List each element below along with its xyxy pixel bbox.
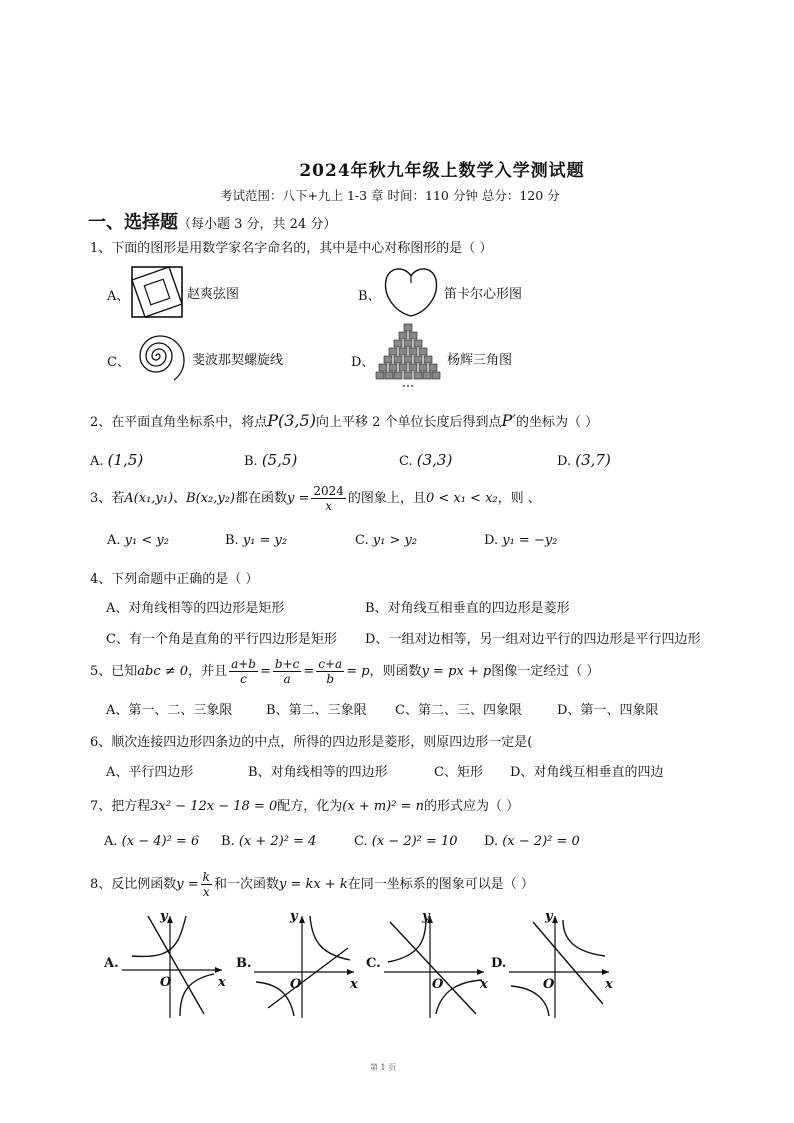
q7-stem-mid: 配方，化为 (277, 799, 343, 814)
q2-option-b-text: (5,5) (261, 451, 298, 469)
q2-option-c-letter: C. (399, 454, 413, 469)
q5-fraction-3 (316, 657, 344, 686)
q6-option-b-text: 对角线相等的四边形 (270, 765, 388, 780)
q3-option-b-letter: B. (225, 533, 239, 548)
question-3-stem (90, 484, 541, 513)
q5-option-d-letter: D、 (557, 703, 581, 718)
q8-option-b-letter: B. (236, 956, 252, 971)
q4-option-c-letter: C、 (106, 632, 129, 647)
q3-points: A(x₁,y₁)、B(x₂,y₂) (124, 491, 235, 506)
x-label: x (480, 977, 488, 992)
page-footer: 第 1 页 (370, 1063, 397, 1072)
q5-option-d-text: 第一、四象限 (580, 703, 659, 718)
q8-fraction-denominator: x (202, 885, 210, 899)
q7-option-c-letter: C. (354, 834, 368, 849)
q3-option-a-text: y₁ < y₂ (124, 533, 169, 548)
q3-stem-pre: 3、若 (90, 491, 125, 506)
q3-stem-mid: 都在函数 (234, 491, 287, 506)
q2-option-a (90, 451, 143, 469)
y-axis-arrow (299, 916, 305, 923)
q4-option-c (106, 628, 337, 647)
q5-f3-num: c+a (318, 657, 343, 671)
q4-option-a-text: 对角线相等的四边形是矩形 (128, 601, 285, 616)
q6-option-d-letter: D、 (510, 765, 534, 780)
q8-graph-a (118, 910, 228, 1020)
y-axis-arrow (552, 916, 558, 923)
q7-option-a (104, 834, 199, 849)
q6-option-b (248, 761, 388, 780)
q8-stem-post: 在同一坐标系的图象可以是（ ） (347, 877, 534, 892)
q6-option-c-letter: C、 (434, 765, 457, 780)
q4-option-d-letter: D、 (365, 632, 389, 647)
y-label: y (545, 909, 553, 924)
question-6-stem: 6、顺次连接四边形四条边的中点，所得的四边形是菱形，则原四边形一定是( (90, 735, 533, 750)
q8-option-a-letter: A. (104, 956, 119, 971)
q4-option-c-text: 有一个角是直角的平行四边形是矩形 (128, 632, 337, 647)
q2-point-p-prime: P′ (501, 411, 516, 430)
q5-stem-post: ，则函数 (369, 664, 422, 679)
q8-stem-pre: 8、反比例函数 (90, 877, 177, 892)
q8-graph-d (505, 910, 615, 1020)
x-label: x (218, 975, 226, 990)
q6-option-a-text: 平行四边形 (128, 765, 194, 780)
q7-option-d-letter: D. (484, 834, 499, 849)
y-label: y (422, 909, 430, 924)
hyperbola-branch-1 (563, 920, 605, 956)
q3-option-a-letter: A. (107, 533, 121, 548)
q8-fraction-numerator: k (202, 870, 210, 884)
section-title (88, 208, 336, 234)
linear-line (268, 948, 348, 1008)
q2-stem-post: 的坐标为（ ） (515, 415, 599, 430)
y-label: y (160, 909, 168, 924)
q5-fraction-1 (229, 657, 258, 686)
q1-option-a-letter: A、 (107, 289, 130, 304)
q5-f1-num: a+b (231, 657, 256, 671)
q7-option-b-text: (x + 2)² = 4 (238, 834, 317, 849)
q7-option-a-text: (x − 4)² = 6 (121, 834, 200, 849)
linear-line (148, 916, 204, 1014)
question-4-stem: 4、下列命题中正确的是（ ） (90, 572, 259, 587)
exam-title: 2024年秋九年级上数学入学测试题 (299, 161, 585, 181)
x-label: x (350, 977, 358, 992)
exam-meta: 考试范围：八下+九上 1-3 章 时间：110 分钟 总分：120 分 (220, 188, 560, 203)
q6-option-a (106, 761, 193, 780)
q1-option-b-letter: B、 (358, 289, 381, 304)
x-axis-arrow (347, 969, 354, 975)
q5-equals-p: = p (346, 664, 370, 679)
q4-option-d (365, 628, 700, 647)
yang-hui-triangle-diagram (376, 322, 440, 390)
q6-option-d (510, 761, 663, 780)
q6-option-c-text: 矩形 (456, 765, 483, 780)
q3-stem-post: 的图象上，且 (347, 491, 426, 506)
q7-stem-pre: 7、把方程 (90, 799, 151, 814)
q3-fraction-numerator: 2024 (313, 484, 344, 498)
x-axis-arrow (477, 969, 484, 975)
q2-option-a-text: (1,5) (107, 451, 144, 469)
q7-option-d-text: (x − 2)² = 0 (502, 834, 580, 849)
q5-option-c-text: 第二、三、四象限 (417, 703, 522, 718)
q6-option-d-text: 对角线互相垂直的四边 (533, 765, 664, 780)
q5-option-d (557, 699, 658, 718)
q3-option-c (355, 533, 417, 548)
section-title-text: 一、选择题 (88, 212, 178, 233)
question-1-stem: 1、下面的图形是用数学家名字命名的，其中是中心对称图形的是（ ） (90, 241, 493, 256)
q8-option-c-letter: C. (366, 956, 381, 971)
q7-form: (x + m)² = n (342, 799, 424, 814)
zhao-shuang-diagram (131, 266, 183, 318)
y-label: y (290, 909, 298, 924)
q7-option-b-letter: B. (221, 834, 235, 849)
q3-option-d-letter: D. (484, 533, 499, 548)
q4-option-a (106, 597, 284, 616)
question-2-stem (90, 411, 598, 430)
q7-option-b (221, 834, 316, 849)
origin-label: O (543, 977, 555, 992)
q7-option-a-letter: A. (104, 834, 118, 849)
q3-stem-end: ，则 、 (497, 491, 541, 506)
q5-stem-pre: 5、已知 (90, 664, 138, 679)
q1-option-d-text: 杨辉三角图 (447, 353, 513, 368)
q4-option-b-text: 对角线互相垂直的四边形是菱形 (387, 601, 570, 616)
q3-option-d-text: y₁ = −y₂ (502, 533, 558, 548)
q2-point-p: P(3,5) (267, 411, 316, 430)
q2-option-d-letter: D. (557, 454, 572, 469)
y-axis-arrow (167, 916, 173, 923)
fibonacci-spiral-diagram (132, 330, 188, 382)
q3-option-a (107, 533, 169, 548)
q5-stem-mid: ，并且 (188, 664, 228, 679)
q5-option-b-letter: B、 (266, 703, 289, 718)
q1-option-c-letter: C、 (107, 355, 130, 370)
q3-option-c-letter: C. (355, 533, 369, 548)
q8-graph-b (250, 910, 360, 1020)
q3-option-d (484, 533, 557, 548)
hyperbola-branch-2 (256, 982, 294, 1016)
q1-option-c-text: 斐波那契螺旋线 (192, 353, 284, 368)
q4-option-d-text: 一组对边相等，另一组对边平行的四边形是平行四边形 (388, 632, 701, 647)
x-axis-arrow (602, 969, 609, 975)
origin-label: O (432, 977, 444, 992)
q3-inequality: 0 < x₁ < x₂ (425, 491, 498, 506)
hyperbola-branch-1 (310, 916, 350, 960)
q5-option-b-text: 第二、三象限 (288, 703, 367, 718)
q5-f3-den: b (326, 672, 335, 686)
q7-option-c (354, 834, 458, 849)
q5-f2-den: a (283, 672, 291, 686)
origin-label: O (160, 975, 172, 990)
question-8-stem (90, 870, 534, 899)
q5-f1-den: c (240, 672, 247, 686)
q3-option-b (225, 533, 287, 548)
q7-equation: 3x² − 12x − 18 = 0 (150, 799, 278, 814)
q2-option-b-letter: B. (244, 454, 258, 469)
linear-line (390, 922, 476, 1014)
q2-option-a-letter: A. (90, 454, 104, 469)
q8-option-d-letter: D. (491, 956, 507, 971)
q5-option-a-text: 第一、二、三象限 (128, 703, 233, 718)
x-label: x (605, 977, 613, 992)
q5-option-a-letter: A、 (106, 703, 129, 718)
question-7-stem (90, 795, 519, 814)
q5-function: y = px + p (421, 664, 492, 679)
q2-option-d (557, 451, 611, 469)
q2-option-d-text: (3,7) (575, 451, 611, 469)
q1-option-d-letter: D、 (351, 355, 375, 370)
q5-f2-num: b+c (274, 657, 300, 671)
q7-stem-post: 的形式应为（ ） (423, 799, 520, 814)
q5-fraction-2 (273, 657, 301, 686)
q7-option-c-text: (x − 2)² = 10 (371, 834, 458, 849)
q6-option-b-letter: B、 (248, 765, 271, 780)
q3-fraction-denominator: x (325, 499, 333, 513)
q5-option-c-letter: C、 (395, 703, 418, 718)
q5-option-a (106, 699, 232, 718)
q8-fraction (201, 870, 212, 899)
q3-option-c-text: y₁ > y₂ (372, 533, 418, 548)
q7-option-d (484, 834, 580, 849)
question-5-stem: 5、已知abc ≠ 0，并且 $\frac{a+b}{c}$ = $\frac{b+c}{a}$ = $\frac{c+a}{b}$ = p，则函数y = px + p图像一定经过（ ） (90, 657, 600, 686)
q2-stem-mid: 向上平移 2 个单位长度后得到点 (315, 415, 502, 430)
q8-stem-mid: 和一次函数 (213, 877, 279, 892)
section-subtitle: （每小题 3 分，共 24 分） (178, 217, 337, 232)
q4-option-b (365, 597, 570, 616)
q2-option-b (244, 451, 297, 469)
q5-option-c (395, 699, 522, 718)
q3-fraction (311, 484, 346, 513)
q1-option-b-text: 笛卡尔心形图 (444, 287, 523, 302)
q1-option-a-text: 赵爽弦图 (187, 287, 240, 302)
q2-option-c (399, 451, 452, 469)
q5-stem-end: 图像一定经过（ ） (491, 664, 600, 679)
cardioid-diagram (383, 262, 439, 318)
q5-abc: abc ≠ 0 (137, 664, 189, 679)
q4-option-b-letter: B、 (365, 601, 388, 616)
x-axis-arrow (215, 967, 222, 973)
q2-stem-pre: 2、在平面直角坐标系中，将点 (90, 415, 268, 430)
q6-option-c (434, 761, 483, 780)
q4-option-a-letter: A、 (106, 601, 129, 616)
q6-option-a-letter: A、 (106, 765, 129, 780)
q8-linear: y = kx + k (278, 877, 348, 892)
q3-option-b-text: y₁ = y₂ (242, 533, 288, 548)
q3-function-lhs: y = (287, 491, 310, 506)
q8-graph-c (380, 910, 490, 1020)
origin-label: O (290, 977, 302, 992)
q2-option-c-text: (3,3) (416, 451, 453, 469)
q8-function-lhs: y = (176, 877, 199, 892)
q5-option-b (266, 699, 367, 718)
